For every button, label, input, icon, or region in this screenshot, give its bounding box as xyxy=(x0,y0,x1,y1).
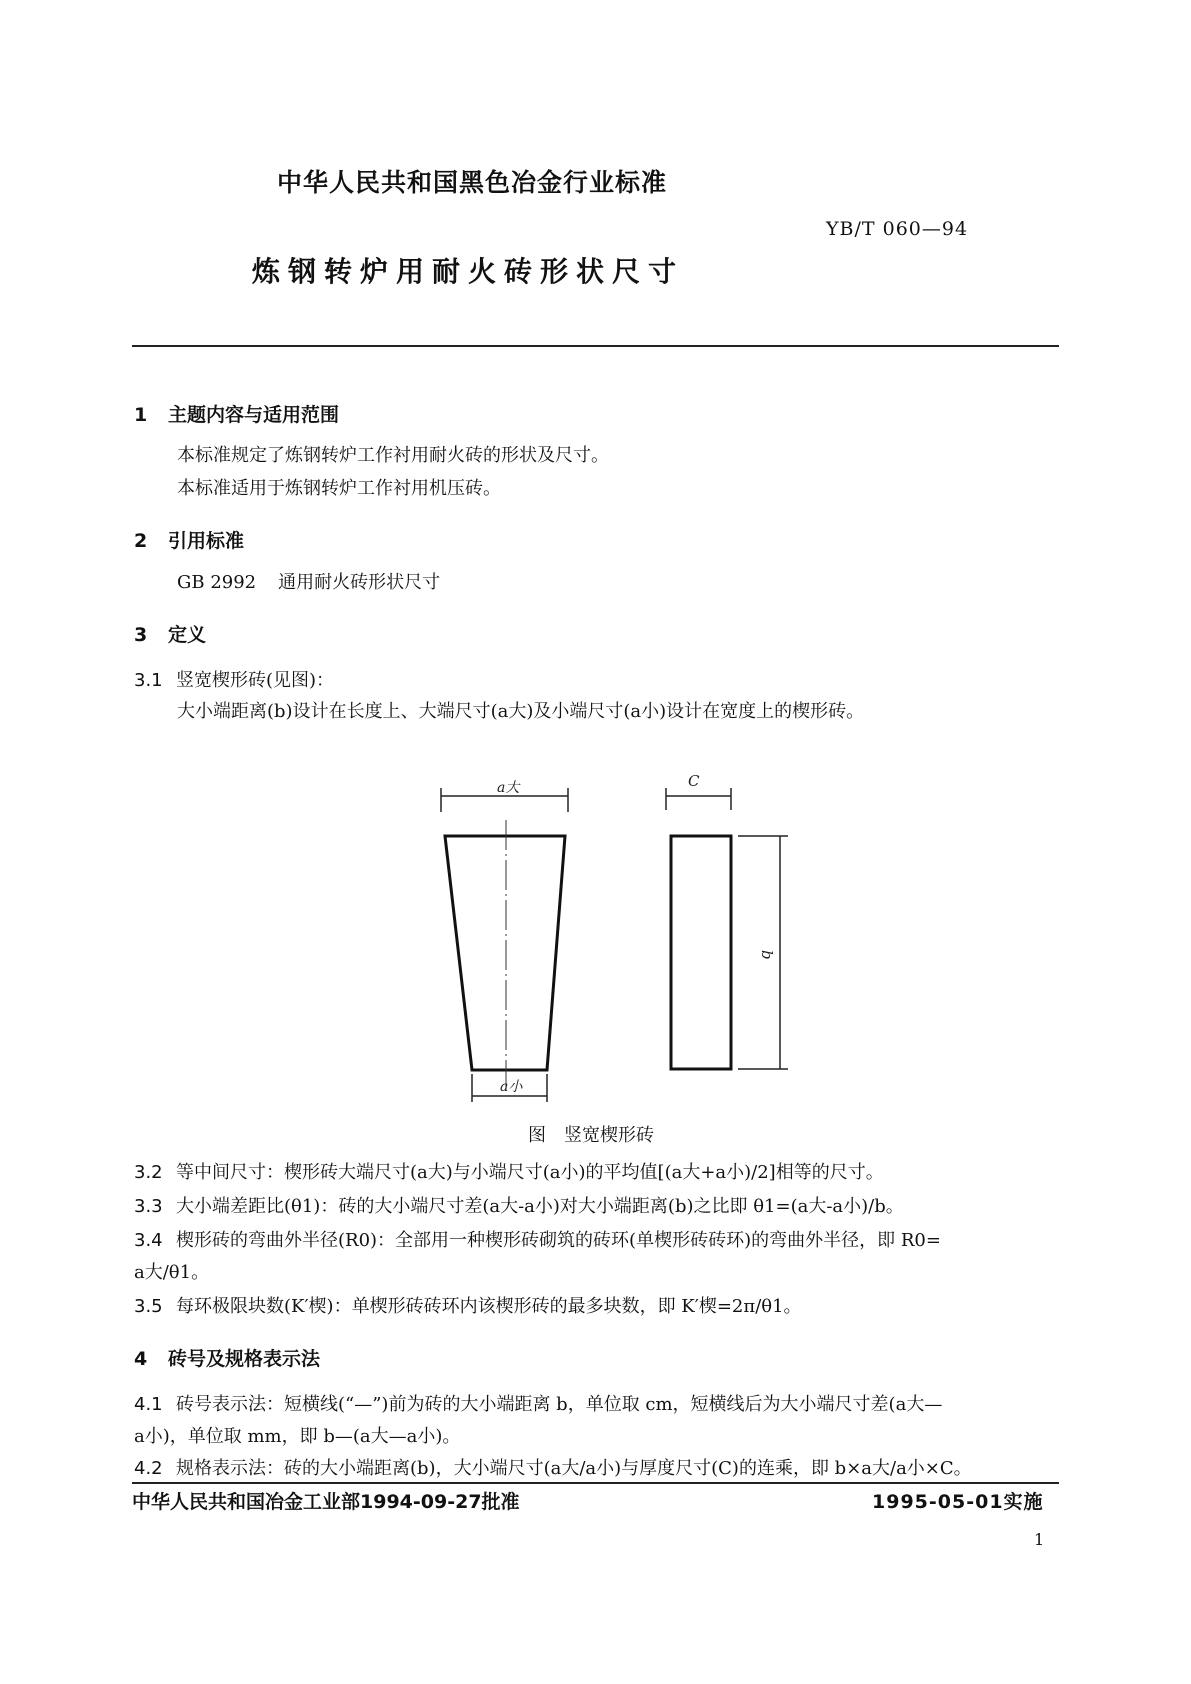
section-title: 砖号及规格表示法 xyxy=(168,1348,321,1370)
clause-number: 3.4 xyxy=(134,1230,163,1251)
figure-caption: 图 竖宽楔形砖 xyxy=(528,1125,654,1146)
clause-text: 竖宽楔形砖(见图)： xyxy=(176,670,335,691)
clause-text: 砖号表示法：短横线(“—”)前为砖的大小端距离 b，单位取 cm，短横线后为大小端尺寸差(a大— xyxy=(176,1394,943,1415)
clause-number: 4.2 xyxy=(134,1458,163,1479)
paragraph: 本标准适用于炼钢转炉工作衬用机压砖。 xyxy=(177,478,501,499)
reference-entry xyxy=(177,570,440,596)
section-number: 3 xyxy=(134,624,148,646)
clause-text: 规格表示法：砖的大小端距离(b)，大小端尺寸(a大/a小)与厚度尺寸(C)的连乘，即 b×a大/a小×C。 xyxy=(176,1458,972,1479)
standard-number: YB/T 060—94 xyxy=(826,218,969,240)
clause-text: 等中间尺寸：楔形砖大端尺寸(a大)与小端尺寸(a小)的平均值[(a大+a小)/2]相等的尺寸。 xyxy=(176,1162,884,1183)
section-number: 4 xyxy=(134,1348,148,1370)
section-title: 定义 xyxy=(168,624,207,646)
clause-3-4 xyxy=(134,1228,941,1254)
document-title: 炼钢转炉用耐火砖形状尺寸 xyxy=(252,255,685,288)
label-b: b xyxy=(758,950,776,960)
label-a-large: a大 xyxy=(497,780,520,796)
clause-3-5 xyxy=(134,1294,802,1320)
clause-text: 楔形砖的弯曲外半径(R0)：全部用一种楔形砖砌筑的砖环(单楔形砖砖环)的弯曲外半径，即 R0= xyxy=(176,1230,941,1251)
wedge-brick-figure xyxy=(420,760,800,1120)
page-number: 1 xyxy=(1034,1530,1045,1549)
clause-number: 3.5 xyxy=(134,1296,163,1317)
effective-date: 1995-05-01实施 xyxy=(872,1491,1044,1513)
section-1-heading xyxy=(134,400,339,427)
clause-3-4-continuation: a大/θ1。 xyxy=(134,1262,210,1283)
wedge-brick-front-view xyxy=(445,836,565,1070)
clause-number: 3.3 xyxy=(134,1196,163,1217)
section-4-heading xyxy=(134,1344,320,1371)
header-rule xyxy=(132,345,1059,347)
approval-statement: 中华人民共和国冶金工业部1994-09-27批准 xyxy=(132,1491,520,1513)
section-number: 1 xyxy=(134,404,148,426)
clause-3-1-detail: 大小端距离(b)设计在长度上、大端尺寸(a大)及小端尺寸(a小)设计在宽度上的楔形砖。 xyxy=(177,701,865,722)
section-3-heading xyxy=(134,620,206,647)
clause-number: 4.1 xyxy=(134,1394,163,1415)
paragraph: 本标准规定了炼钢转炉工作衬用耐火砖的形状及尺寸。 xyxy=(177,445,609,466)
reference-title: 通用耐火砖形状尺寸 xyxy=(278,572,441,593)
clause-number: 3.2 xyxy=(134,1162,163,1183)
clause-3-1 xyxy=(134,668,334,694)
clause-3-3 xyxy=(134,1194,904,1220)
clause-3-2 xyxy=(134,1160,884,1186)
label-c: C xyxy=(688,772,700,790)
clause-text: 大小端差距比(θ1)：砖的大小端尺寸差(a大-a小)对大小端距离(b)之比即 θ1=(a大-a小)/b。 xyxy=(176,1196,904,1217)
footer-rule xyxy=(132,1482,1059,1484)
label-a-small: a小 xyxy=(500,1079,523,1095)
clause-4-1 xyxy=(134,1392,942,1418)
section-number: 2 xyxy=(134,530,148,552)
clause-text: 每环极限块数(K′楔)：单楔形砖砖环内该楔形砖的最多块数，即 K′楔=2π/θ1。 xyxy=(176,1296,802,1317)
clause-4-2 xyxy=(134,1456,972,1482)
section-2-heading xyxy=(134,526,244,553)
section-title: 主题内容与适用范围 xyxy=(168,404,340,426)
reference-code: GB 2992 xyxy=(177,572,257,593)
wedge-brick-side-view xyxy=(671,836,731,1069)
clause-4-1-continuation: a小)，单位取 mm，即 b—(a大—a小)。 xyxy=(134,1426,461,1447)
clause-number: 3.1 xyxy=(134,670,163,691)
issuing-organization: 中华人民共和国黑色冶金行业标准 xyxy=(277,168,668,197)
section-title: 引用标准 xyxy=(168,530,245,552)
